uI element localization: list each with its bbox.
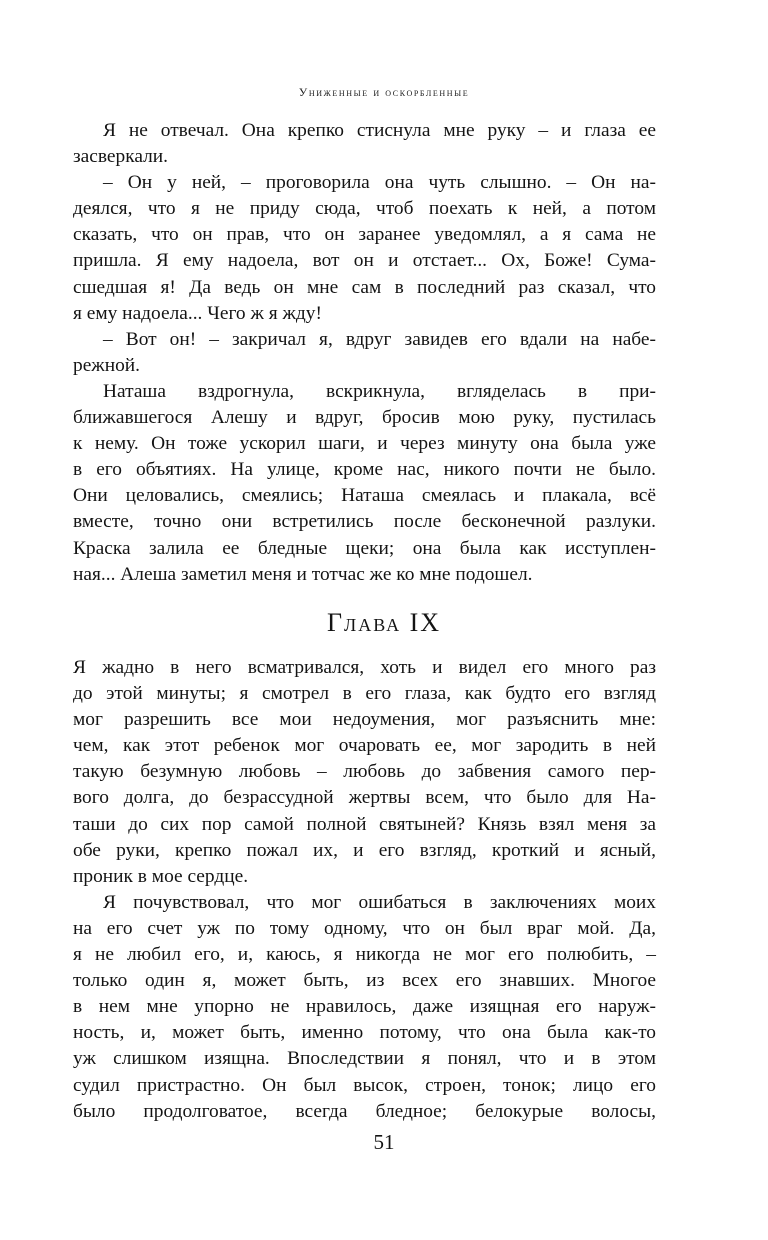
text-line: Я жадно в него всматривался, хоть и видел его много раз bbox=[73, 657, 656, 678]
text-line: чем, как этот ребенок мог очаровать ее, мог зародить в ней bbox=[73, 735, 656, 757]
page-number: 51 bbox=[373, 1130, 395, 1154]
text-line: ная... Алеша заметил меня и тотчас же ко мне подошел. bbox=[73, 563, 533, 585]
text-line: обе руки, крепко пожал их, и его взгляд, кроткий и ясный, bbox=[73, 839, 656, 861]
text-line: ность, и, может быть, именно потому, что она была как-то bbox=[73, 1022, 656, 1044]
text-line: Они целовались, смеялись; Наташа смеялась и плакала, всё bbox=[73, 485, 656, 507]
text-line: сшедшая я! Да ведь он мне сам в последний раз сказал, что bbox=[73, 276, 656, 298]
text-line: в нем мне упорно не нравилось, даже изящная его наруж- bbox=[73, 996, 656, 1018]
text-line: ближавшегося Алешу и вдруг, бросив мою руку, пустилась bbox=[73, 407, 656, 429]
text-block-top bbox=[73, 118, 656, 588]
text-line: вого долга, до безрассудной жертвы всем, что было для На- bbox=[73, 787, 656, 809]
text-block-bottom bbox=[73, 655, 656, 1125]
text-line: засверкали. bbox=[73, 146, 169, 168]
text-line: к нему. Он тоже ускорил шаги, и через минуту она была уже bbox=[73, 433, 656, 455]
text-line: пришла. Я ему надоела, вот он и отстает... Ох, Боже! Сума- bbox=[73, 250, 656, 272]
text-line: я ему надоела... Чего ж я жду! bbox=[73, 302, 322, 324]
text-line: сказать, что он прав, что он заранее уведомлял, а я сама не bbox=[73, 224, 656, 246]
text-line: Наташа вздрогнула, вскрикнула, вгляделась в при- bbox=[103, 380, 656, 402]
text-line: в его объятиях. На улице, кроме нас, никого почти не было. bbox=[73, 459, 656, 481]
text-line: только один я, может быть, из всех его знавших. Многое bbox=[73, 970, 656, 992]
running-head: Униженные и оскорбленные bbox=[298, 85, 470, 99]
text-line: Я не отвечал. Она крепко стиснула мне руку – и глаза ее bbox=[103, 120, 656, 141]
text-line: такую безумную любовь – любовь до забвения самого пер- bbox=[73, 761, 656, 783]
text-line: вместе, точно они встретились после бесконечной разлуки. bbox=[73, 511, 656, 533]
text-line: на его счет уж по тому одному, что он был враг мой. Да, bbox=[73, 917, 656, 939]
text-line: мог разрешить все мои недоумения, мог разъяснить мне: bbox=[73, 709, 656, 731]
text-line: Я почувствовал, что мог ошибаться в заключениях моих bbox=[103, 891, 656, 913]
text-line: Краска залила ее бледные щеки; она была как исступлен- bbox=[73, 537, 656, 559]
text-line: режной. bbox=[73, 354, 140, 376]
text-line: до этой минуты; я смотрел в его глаза, как будто его взгляд bbox=[73, 683, 656, 705]
text-line: судил пристрастно. Он был высок, строен, тонок; лицо его bbox=[73, 1074, 656, 1096]
text-line: таши до сих пор самой полной святыней? Князь взял меня за bbox=[73, 813, 656, 835]
text-line: деялся, что я не приду сюда, чтоб поехать к ней, а потом bbox=[73, 198, 656, 220]
chapter-title: Глава IX bbox=[326, 608, 442, 637]
text-line: я не любил его, и, каюсь, я никогда не мог его полюбить, – bbox=[73, 944, 656, 966]
text-line: – Он у ней, – проговорила она чуть слышно. – Он на- bbox=[103, 172, 656, 194]
text-line: уж слишком изящна. Впоследствии я понял, что и в этом bbox=[73, 1048, 656, 1070]
text-line: было продолговатое, всегда бледное; белокурые волосы, bbox=[73, 1100, 656, 1122]
text-line: – Вот он! – закричал я, вдруг завидев его вдали на набе- bbox=[103, 328, 656, 350]
text-line: проник в мое сердце. bbox=[73, 865, 249, 887]
